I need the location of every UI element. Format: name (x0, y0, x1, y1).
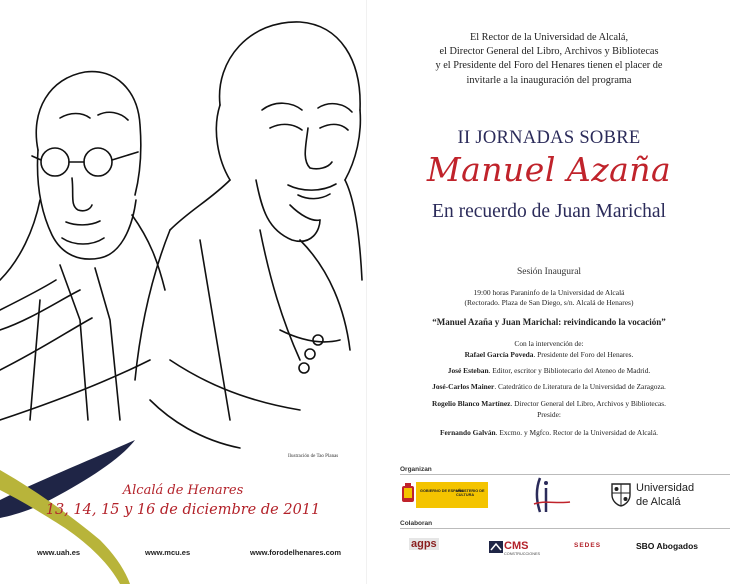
university-crest-icon (610, 481, 632, 507)
organizers-label: Organizan (400, 466, 432, 473)
website-link-uah[interactable]: www.uah.es (37, 548, 81, 557)
participant (366, 365, 732, 377)
invitation-line: y el Presidente del Foro del Henares tienen el placer de (435, 60, 663, 72)
title-subtitle: En recuerdo de Juan Marichal (432, 201, 666, 222)
participant (366, 381, 732, 393)
conference-title: “Manuel Azaña y Juan Marichal: reivindicando la vocación” (432, 317, 666, 327)
presider (366, 427, 732, 439)
university-name-line2: de Alcalá (636, 496, 681, 508)
participants-intro: Con la intervención de: (514, 339, 584, 348)
cms-logo-icon (489, 541, 503, 553)
time-place-line: 19:00 horas Paraninfo de la Universidad de Alcalá (473, 288, 625, 297)
website-link-foro[interactable]: www.forodelhenares.com (250, 548, 341, 557)
university-name-line1: Universidad (636, 482, 695, 494)
participant-role: . Director General del Libro, Archivos y Bibliotecas. (510, 399, 666, 408)
right-panel (366, 0, 732, 584)
participant (366, 349, 732, 361)
invitation-line: invitarle a la inauguración del programa (466, 74, 632, 86)
collaborator-logo-agps: agps (411, 538, 437, 550)
time-place-line: (Rectorado. Plaza de San Diego, s/n. Alcalá de Henares) (464, 298, 634, 307)
collaborators-rule (400, 528, 730, 529)
session-time-place (366, 288, 732, 308)
foro-del-henares-logo (526, 474, 576, 518)
session-heading: Sesión Inaugural (516, 267, 582, 277)
invitation-line: el Director General del Libro, Archivos y Bibliotecas (439, 46, 659, 58)
collaborator-cms-subtitle: CONSTRUCCIONES (504, 552, 541, 556)
participant-name: Rogelio Blanco Martínez (432, 399, 511, 408)
participant-role: . Catedrático de Literatura de la Universidad de Zaragoza. (494, 382, 666, 391)
portraits-illustration (0, 0, 366, 460)
invitation-text (366, 31, 732, 88)
illustration-credit: Ilustración de Tao Planas (288, 454, 339, 459)
participant-role: . Editor, escritor y Bibliotecario del Ateneo de Madrid. (488, 366, 651, 375)
participant-name: José-Carlos Mainer (432, 382, 495, 391)
invitation-line: El Rector de la Universidad de Alcalá, (469, 32, 629, 43)
title-name: Manuel Azaña (426, 150, 672, 189)
presider-name: Fernando Galván (440, 428, 496, 437)
ministry-left-text: GOBIERNO DE ESPAÑA (420, 489, 464, 493)
title-line-1: II JORNADAS SOBRE (457, 128, 641, 148)
participant-name: Rafael García Poveda (464, 350, 534, 359)
collaborator-logo-sedes: SEDES (574, 542, 602, 549)
participant-role: . Presidente del Foro del Henares. (533, 350, 634, 359)
ministry-of-culture-logo (400, 482, 488, 508)
website-link-mcu[interactable]: www.mcu.es (145, 548, 191, 557)
presider-role: . Excmo. y Mgfco. Rector de la Universidad de Alcalá. (495, 428, 658, 437)
presides-label: Preside: (537, 410, 561, 419)
collaborator-logo-cms: CMS (504, 540, 529, 552)
event-dates: 13, 14, 15 y 16 de diciembre de 2011 (45, 502, 321, 518)
ministry-right-text: MINISTERIO DE CULTURA (456, 489, 485, 498)
coat-of-arms-icon (400, 482, 416, 508)
collaborators-label: Colaboran (400, 520, 433, 527)
event-city: Alcalá de Henares (122, 483, 244, 498)
collaborator-logo-sbo: SBO Abogados (636, 541, 699, 551)
participant-name: José Esteban (447, 366, 489, 375)
participant (366, 398, 732, 410)
